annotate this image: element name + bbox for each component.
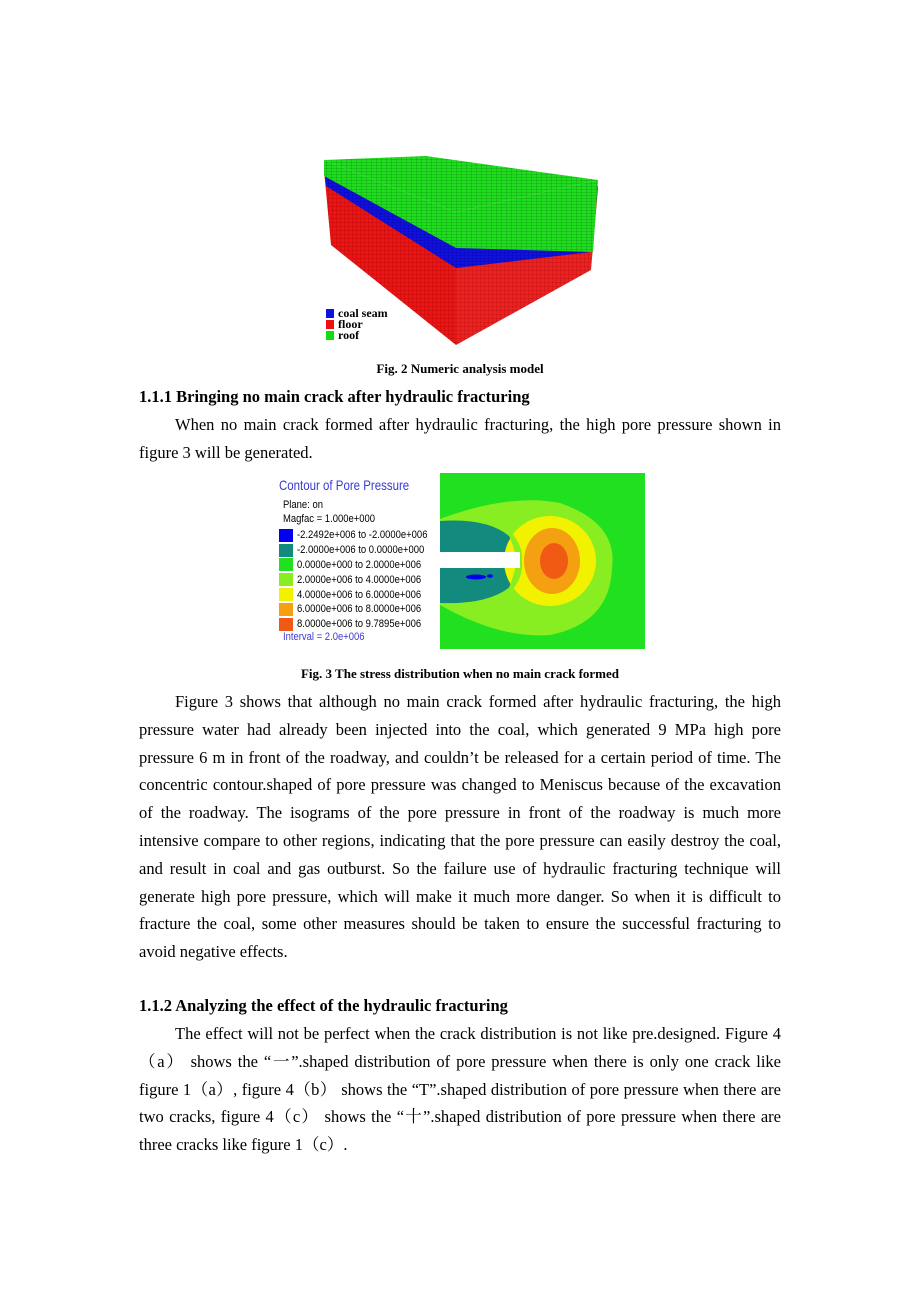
legend-item	[279, 602, 449, 617]
legend-item	[279, 572, 449, 587]
legend-label: 8.0000e+006 to 9.7895e+006	[297, 618, 422, 631]
legend-swatch	[279, 558, 293, 571]
legend-swatch	[279, 618, 293, 631]
legend-swatch-coal-seam	[326, 309, 334, 318]
legend-item	[279, 558, 449, 573]
legend-swatch	[279, 603, 293, 616]
legend-item	[279, 543, 449, 558]
legend-label: 0.0000e+000 to 2.0000e+006	[297, 558, 422, 571]
paragraph-intro: When no main crack formed after hydraulic fracturing, the high pore pressure shown in figure 3 will be generated.	[139, 415, 781, 462]
legend-item	[279, 587, 449, 602]
legend-label: roof	[338, 328, 360, 342]
plane-label: Plane: on	[283, 499, 323, 511]
legend-label: 4.0000e+006 to 6.0000e+006	[297, 588, 422, 601]
legend-label: floor	[338, 317, 363, 331]
legend-label: -2.0000e+006 to 0.0000e+000	[297, 544, 425, 557]
legend-item	[326, 330, 388, 341]
figure-2-caption: Fig. 2 Numeric analysis model	[376, 361, 544, 376]
figure-3-plot-title: Contour of Pore Pressure	[279, 477, 410, 493]
legend-swatch	[279, 544, 293, 557]
pore-pressure-contour-plot	[440, 473, 645, 649]
paragraph-figure-3-discussion: Figure 3 shows that although no main crack formed after hydraulic fracturing, the high pressure water had already been injected into the coal, which generated 9 MPa high pore pressure 6 m in front of the roadway, and couldn’t be released for a certain period of time. The concentric contour.shaped of pore pressure was changed to Meniscus because of the excavation of the roadway. The isograms of the pore pressure in front of the roadway is much more intensive compare to other regions, indicating that the pore pressure can easily destroy the coal, and result in coal and gas outburst. So the failure use of hydraulic fracturing technique will generate high pore pressure, which will make it much more danger. So when it is difficult to fracture the coal, some other measures should be taken to ensure the successful fracturing to avoid negative effects.	[139, 692, 781, 962]
magfac-label: Magfac = 1.000e+000	[283, 513, 376, 525]
paragraph-effect-analysis: The effect will not be perfect when the crack distribution is not like pre.designed. Figure 4（a） shows the “一”.shaped distribution of pore pressure when there is only one crack like figure 1（a）, figure 4（b） shows the “T”.shaped distribution of pore pressure when there are two cracks, figure 4（c） shows the “十”.shaped distribution of pore pressure when there are three cracks like figure 1（c）.	[139, 1024, 781, 1155]
section-heading-1-1-2: 1.1.2 Analyzing the effect of the hydraulic fracturing	[139, 996, 508, 1015]
legend-label: coal seam	[338, 306, 388, 320]
legend-item	[279, 617, 449, 632]
legend-swatch-roof	[326, 331, 334, 340]
legend-label: -2.2492e+006 to -2.0000e+006	[297, 529, 428, 542]
figure-3-caption: Fig. 3 The stress distribution when no main crack formed	[300, 666, 620, 681]
interval-label: Interval = 2.0e+006	[283, 631, 365, 643]
legend-swatch	[279, 588, 293, 601]
figure-3-contour	[275, 473, 645, 649]
figure-2-legend	[326, 308, 388, 341]
legend-swatch	[279, 573, 293, 586]
contour-legend	[279, 528, 449, 632]
legend-label: 6.0000e+006 to 8.0000e+006	[297, 603, 422, 616]
legend-swatch	[279, 529, 293, 542]
legend-item	[279, 528, 449, 543]
legend-label: 2.0000e+006 to 4.0000e+006	[297, 573, 422, 586]
legend-swatch-floor	[326, 320, 334, 329]
section-heading-1-1-1: 1.1.1 Bringing no main crack after hydraulic fracturing	[139, 387, 530, 406]
